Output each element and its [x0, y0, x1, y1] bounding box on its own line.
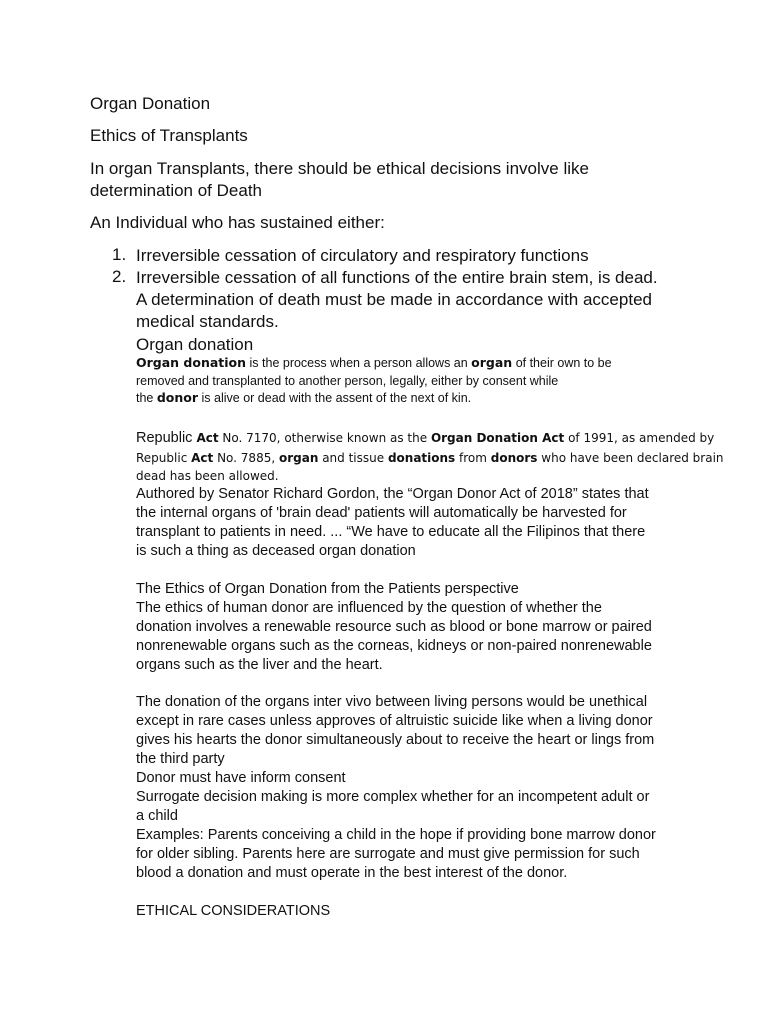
act-text: and tissue: [318, 451, 388, 465]
bold-term: donors: [490, 451, 538, 465]
bold-term: Act: [191, 451, 214, 465]
bold-term: donations: [387, 451, 456, 465]
bold-term: Organ donation: [136, 355, 247, 370]
act-text: No. 7170, otherwise known as the: [218, 431, 431, 445]
act-text: Republic: [136, 451, 192, 465]
ethics-heading: The Ethics of Organ Donation from the Patients perspective: [136, 581, 519, 597]
inter-vivo-line: the third party: [136, 751, 225, 767]
definition-line-1: [136, 354, 612, 372]
definition-text: the: [136, 391, 157, 405]
intro-line-2: determination of Death: [90, 181, 262, 200]
inter-vivo-line: Surrogate decision making is more complex whether for an incompetent adult or: [136, 789, 650, 805]
inter-vivo-line: The donation of the organs inter vivo between living persons would be unethical: [136, 694, 648, 710]
list-item: Irreversible cessation of circulatory and respiratory functions: [136, 246, 589, 265]
republic-act-line-3: dead has been allowed.: [136, 469, 279, 483]
ethics-line: donation involves a renewable resource such as blood or bone marrow or paired: [136, 619, 652, 635]
ethics-line: The ethics of human donor are influenced by the question of whether the: [136, 600, 602, 616]
definition-text: of their own to be: [512, 356, 612, 370]
list-continuation: medical standards.: [136, 312, 279, 331]
ethics-line: organs such as the liver and the heart.: [136, 657, 383, 673]
inter-vivo-line: except in rare cases unless approves of altruistic suicide like when a living donor: [136, 713, 653, 729]
act-text: Republic: [136, 430, 197, 446]
bold-term: donor: [156, 390, 199, 405]
list-continuation: A determination of death must be made in accordance with accepted: [136, 290, 652, 309]
definition-line-2: removed and transplanted to another person, legally, either by consent while: [136, 374, 559, 388]
organ-donation-heading: Organ donation: [136, 335, 254, 354]
republic-act-line-1: [136, 429, 714, 447]
definition-line-3: [136, 389, 471, 407]
act-text: No. 7885,: [213, 451, 279, 465]
gordon-line: Authored by Senator Richard Gordon, the “Organ Donor Act of 2018” states that: [136, 486, 649, 502]
act-text: of 1991, as amended by: [564, 431, 715, 445]
inter-vivo-line: Examples: Parents conceiving a child in the hope if providing bone marrow donor: [136, 827, 656, 843]
list-item: Irreversible cessation of all functions of the entire brain stem, is dead.: [136, 268, 658, 287]
definition-text: is the process when a person allows an: [246, 356, 472, 370]
ethical-considerations-heading: ETHICAL CONSIDERATIONS: [136, 903, 331, 919]
gordon-line: transplant to patients in need. ... “We have to educate all the Filipinos that there: [136, 524, 646, 540]
gordon-line: is such a thing as deceased organ donation: [136, 543, 416, 559]
bold-term: organ: [278, 451, 319, 465]
gordon-line: the internal organs of 'brain dead' patients will automatically be harvested for: [136, 505, 627, 521]
list-item-number: 1.: [112, 245, 127, 264]
intro-line-1: In organ Transplants, there should be ethical decisions involve like: [90, 159, 589, 178]
inter-vivo-line: a child: [136, 808, 178, 824]
list-item-number: 2.: [112, 267, 127, 286]
act-text: who have been declared brain: [537, 451, 724, 465]
inter-vivo-line: blood a donation and must operate in the best interest of the donor.: [136, 865, 568, 881]
doc-title: Organ Donation: [90, 94, 211, 113]
republic-act-line-2: [136, 449, 724, 467]
inter-vivo-line: for older sibling. Parents here are surrogate and must give permission for such: [136, 846, 640, 862]
inter-vivo-line: Donor must have inform consent: [136, 770, 346, 786]
doc-subtitle: Ethics of Transplants: [90, 126, 248, 145]
act-text: from: [455, 451, 491, 465]
individual-line: An Individual who has sustained either:: [90, 213, 385, 232]
ethics-line: nonrenewable organs such as the corneas, kidneys or non-paired nonrenewable: [136, 638, 652, 654]
bold-term: organ: [471, 355, 513, 370]
bold-term: Organ Donation Act: [430, 431, 565, 445]
inter-vivo-line: gives his hearts the donor simultaneously about to receive the heart or lings from: [136, 732, 655, 748]
definition-text: is alive or dead with the assent of the next of kin.: [198, 391, 472, 405]
bold-term: Act: [196, 431, 219, 445]
